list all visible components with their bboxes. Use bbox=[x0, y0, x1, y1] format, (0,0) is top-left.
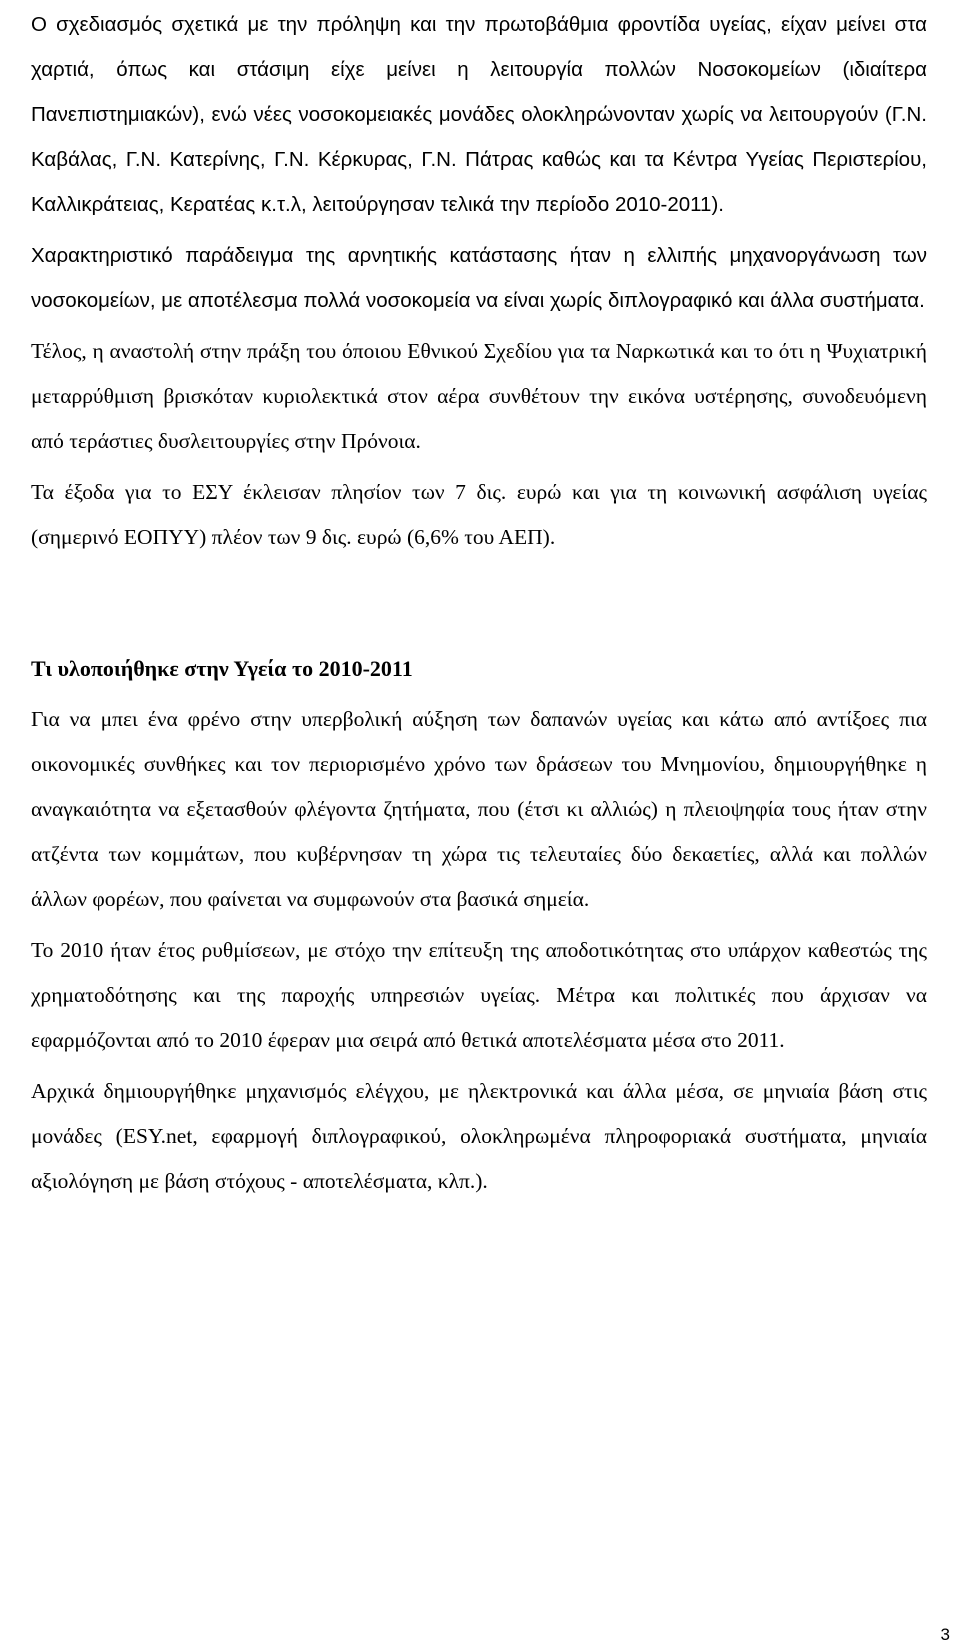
paragraph-cost-control: Για να μπει ένα φρένο στην υπερβολική αύξηση των δαπανών υγείας και κάτω από αντίξοες πια οικονομικές συνθήκες και τον περιορισμένο χρόνο των δράσεων του Μνημονίου, δημιουργήθηκε η αναγκαιότητα να εξετασθούν φλέγοντα ζητήματα, που (έτσι κι αλλιώς) η πλειοψηφία τους ήταν στην ατζέντα των κομμάτων, που κυβέρνησαν τη χώρα τις τελευταίες δύο δεκαετίες, αλλά και πολλών άλλων φορέων, που φαίνεται να συμφωνούν στα βασικά σημεία. bbox=[31, 707, 927, 911]
paragraph-drugs-psychiatric-reform: Τέλος, η αναστολή στην πράξη του όποιου Εθνικού Σχεδίου για τα Ναρκωτικά και το ότι η Ψυχιατρική μεταρρύθμιση βρισκόταν κυριολεκτικά στον αέρα συνθέτουν την εικόνα υστέρησης, συνοδευόμενη από τεράστιες δυσλειτουργίες στην Πρόνοια. bbox=[31, 339, 927, 453]
section-heading: Τι υλοποιήθηκε στην Υγεία το 2010-2011 bbox=[31, 656, 413, 681]
paragraph-esy-expenses: Τα έξοδα για το ΕΣΥ έκλεισαν πλησίον των 7 δις. ευρώ και για τη κοινωνική ασφάλιση υγείας (σημερινό ΕΟΠΥΥ) πλέον των 9 δις. ευρώ (6,6% του ΑΕΠ). bbox=[31, 480, 927, 549]
paragraph-planning-prevention: Ο σχεδιασμός σχετικά με την πρόληψη και την πρωτοβάθμια φροντίδα υγείας, είχαν μείνει στα χαρτιά, όπως και στάσιμη είχε μείνει η λειτουργία πολλών Νοσοκομείων (ιδιαίτερα Πανεπιστημιακών), ενώ νέες νοσοκομειακές μονάδες ολοκληρώνονταν χωρίς να λειτουργούν (Γ.Ν. Καβάλας, Γ.Ν. Κατερίνης, Γ.Ν. Κέρκυρας, Γ.Ν. Πάτρας καθώς και τα Κέντρα Υγείας Περιστερίου, Καλλικράτειας, Κερατέας κ.τ.λ, λειτούργησαν τελικά την περίοδο 2010-2011). bbox=[31, 13, 927, 216]
paragraph-hospital-computerization: Χαρακτηριστικό παράδειγμα της αρνητικής κατάστασης ήταν η ελλιπής μηχανοργάνωση των νοσοκομείων, με αποτέλεσμα πολλά νοσοκομεία να είναι χωρίς διπλογραφικό και άλλα συστήματα. bbox=[31, 244, 927, 312]
document-body bbox=[31, 0, 927, 1210]
paragraph-2010-regulations: Το 2010 ήταν έτος ρυθμίσεων, με στόχο την επίτευξη της αποδοτικότητας στο υπάρχον καθεστώς της χρηματοδότησης και της παροχής υπηρεσιών υγείας. Μέτρα και πολιτικές που άρχισαν να εφαρμόζονται από το 2010 έφεραν μια σειρά από θετικά αποτελέσματα μέσα στο 2011. bbox=[31, 938, 927, 1052]
paragraph-control-mechanism: Αρχικά δημιουργήθηκε μηχανισμός ελέγχου, με ηλεκτρονικά και άλλα μέσα, σε μηνιαία βάση στις μονάδες (ESY.net, εφαρμογή διπλογραφικού, ολοκληρωμένα πληροφοριακά συστήματα, μηνιαία αξιολόγηση με βάση στόχους - αποτελέσματα, κλπ.). bbox=[31, 1079, 927, 1193]
page-number: 3 bbox=[940, 1625, 950, 1644]
